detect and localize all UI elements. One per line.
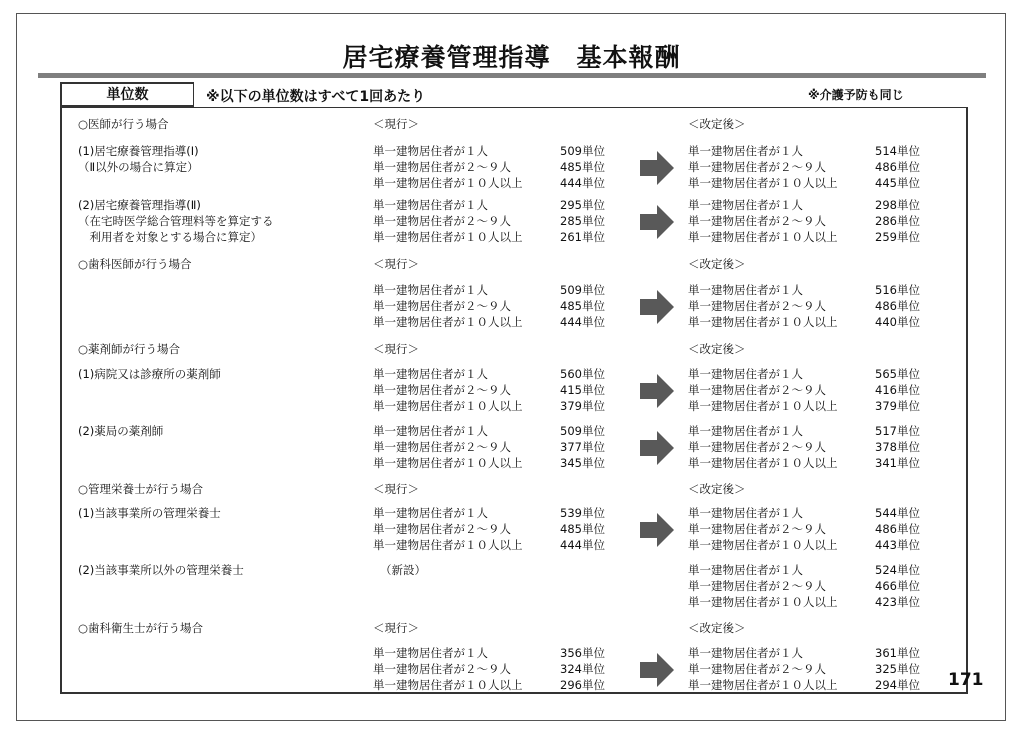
section-heading: ○医師が行う場合 [78,117,169,131]
revised-row-label: 単一建物居住者が１０人以上 [688,678,838,692]
current-row-label: 単一建物居住者が２～９人 [373,160,511,174]
revised-label: ＜改定後＞ [688,482,746,496]
right-arrow-icon [640,290,674,324]
revised-label: ＜改定後＞ [688,342,746,356]
current-label: ＜現行＞ [373,117,419,131]
current-units: 485単位 [560,160,605,174]
revised-row-label: 単一建物居住者が２～９人 [688,662,826,676]
revised-units: 565単位 [875,367,920,381]
revised-row-label: 単一建物居住者が１０人以上 [688,456,838,470]
current-row-label: 単一建物居住者が１０人以上 [373,678,523,692]
current-label: ＜現行＞ [373,482,419,496]
item-label: (2)当該事業所以外の管理栄養士 [78,563,244,577]
revised-row-label: 単一建物居住者が２～９人 [688,383,826,397]
revised-row-label: 単一建物居住者が１０人以上 [688,176,838,190]
current-units: 377単位 [560,440,605,454]
right-arrow-icon [640,513,674,547]
revised-row-label: 単一建物居住者が１０人以上 [688,230,838,244]
current-row-label: 単一建物居住者が１人 [373,283,488,297]
revised-units: 378単位 [875,440,920,454]
revised-units: 524単位 [875,563,920,577]
revised-label: ＜改定後＞ [688,257,746,271]
current-row-label: 単一建物居住者が１０人以上 [373,538,523,552]
right-arrow-icon [640,374,674,408]
current-row-label: 単一建物居住者が１人 [373,367,488,381]
revised-units: 544単位 [875,506,920,520]
revised-units: 341単位 [875,456,920,470]
page-number: 171 [948,670,984,690]
item-label: (2)薬局の薬剤師 [78,424,164,438]
revised-units: 416単位 [875,383,920,397]
item-label: (1)当該事業所の管理栄養士 [78,506,221,520]
current-row-label: 単一建物居住者が１人 [373,646,488,660]
current-row-label: 単一建物居住者が２～９人 [373,299,511,313]
item-label: 利用者を対象とする場合に算定） [78,230,262,244]
revised-units: 517単位 [875,424,920,438]
current-row-label: 単一建物居住者が２～９人 [373,522,511,536]
page-title: 居宅療養管理指導 基本報酬 [342,43,681,72]
current-units: 296単位 [560,678,605,692]
unit-label: 単位数 [60,82,194,107]
current-units: 444単位 [560,538,605,552]
revised-row-label: 単一建物居住者が１人 [688,506,803,520]
current-units: 485単位 [560,522,605,536]
item-label: (1)居宅療養管理指導(Ⅰ) [78,144,199,158]
current-row-label: 単一建物居住者が２～９人 [373,440,511,454]
revised-row-label: 単一建物居住者が１人 [688,144,803,158]
revised-units: 286単位 [875,214,920,228]
section-heading: ○管理栄養士が行う場合 [78,482,204,496]
item-label: （Ⅱ以外の場合に算定） [78,160,199,174]
current-units: 444単位 [560,176,605,190]
current-units: 261単位 [560,230,605,244]
current-units: 444単位 [560,315,605,329]
current-units: 356単位 [560,646,605,660]
current-units: 509単位 [560,144,605,158]
current-units: 539単位 [560,506,605,520]
revised-row-label: 単一建物居住者が１０人以上 [688,538,838,552]
revised-row-label: 単一建物居住者が２～９人 [688,160,826,174]
revised-row-label: 単一建物居住者が１０人以上 [688,399,838,413]
current-units: 295単位 [560,198,605,212]
revised-row-label: 単一建物居住者が１人 [688,283,803,297]
current-units: 560単位 [560,367,605,381]
new-label: （新設） [380,563,426,577]
section-heading: ○歯科衛生士が行う場合 [78,621,204,635]
revised-units: 516単位 [875,283,920,297]
unit-note: ※以下の単位数はすべて1回あたり [206,89,426,105]
current-label: ＜現行＞ [373,621,419,635]
revised-row-label: 単一建物居住者が１人 [688,367,803,381]
revised-row-label: 単一建物居住者が１人 [688,198,803,212]
revised-units: 486単位 [875,522,920,536]
current-units: 345単位 [560,456,605,470]
current-units: 285単位 [560,214,605,228]
revised-units: 440単位 [875,315,920,329]
revised-row-label: 単一建物居住者が２～９人 [688,440,826,454]
revised-units: 445単位 [875,176,920,190]
current-row-label: 単一建物居住者が１０人以上 [373,399,523,413]
item-label: (1)病院又は診療所の薬剤師 [78,367,221,381]
revised-units: 443単位 [875,538,920,552]
current-units: 415単位 [560,383,605,397]
revised-units: 259単位 [875,230,920,244]
revised-units: 423単位 [875,595,920,609]
revised-row-label: 単一建物居住者が１人 [688,424,803,438]
current-row-label: 単一建物居住者が２～９人 [373,662,511,676]
revised-label: ＜改定後＞ [688,117,746,131]
revised-units: 514単位 [875,144,920,158]
current-units: 509単位 [560,283,605,297]
current-label: ＜現行＞ [373,257,419,271]
right-arrow-icon [640,431,674,465]
revised-label: ＜改定後＞ [688,621,746,635]
right-arrow-icon [640,205,674,239]
section-heading: ○薬剤師が行う場合 [78,342,181,356]
title-rule [38,73,986,78]
revised-row-label: 単一建物居住者が２～９人 [688,299,826,313]
revised-row-label: 単一建物居住者が２～９人 [688,522,826,536]
current-row-label: 単一建物居住者が１人 [373,424,488,438]
current-units: 324単位 [560,662,605,676]
current-units: 509単位 [560,424,605,438]
item-label: （在宅時医学総合管理料等を算定する [78,214,274,228]
revised-units: 486単位 [875,160,920,174]
prevention-note: ※介護予防も同じ [808,88,904,102]
current-units: 485単位 [560,299,605,313]
current-row-label: 単一建物居住者が２～９人 [373,214,511,228]
revised-row-label: 単一建物居住者が１人 [688,563,803,577]
right-arrow-icon [640,151,674,185]
revised-units: 298単位 [875,198,920,212]
revised-row-label: 単一建物居住者が２～９人 [688,214,826,228]
item-label: (2)居宅療養管理指導(Ⅱ) [78,198,201,212]
current-row-label: 単一建物居住者が１０人以上 [373,456,523,470]
current-row-label: 単一建物居住者が１人 [373,144,488,158]
revised-units: 466単位 [875,579,920,593]
current-row-label: 単一建物居住者が１人 [373,198,488,212]
header-row [60,82,968,109]
current-units: 379単位 [560,399,605,413]
revised-row-label: 単一建物居住者が１人 [688,646,803,660]
right-arrow-icon [640,653,674,687]
revised-units: 325単位 [875,662,920,676]
revised-units: 361単位 [875,646,920,660]
section-heading: ○歯科医師が行う場合 [78,257,192,271]
current-label: ＜現行＞ [373,342,419,356]
current-row-label: 単一建物居住者が１０人以上 [373,230,523,244]
current-row-label: 単一建物居住者が１人 [373,506,488,520]
revised-units: 294単位 [875,678,920,692]
current-row-label: 単一建物居住者が２～９人 [373,383,511,397]
revised-row-label: 単一建物居住者が１０人以上 [688,595,838,609]
revised-row-label: 単一建物居住者が２～９人 [688,579,826,593]
revised-units: 379単位 [875,399,920,413]
revised-row-label: 単一建物居住者が１０人以上 [688,315,838,329]
revised-units: 486単位 [875,299,920,313]
current-row-label: 単一建物居住者が１０人以上 [373,315,523,329]
current-row-label: 単一建物居住者が１０人以上 [373,176,523,190]
